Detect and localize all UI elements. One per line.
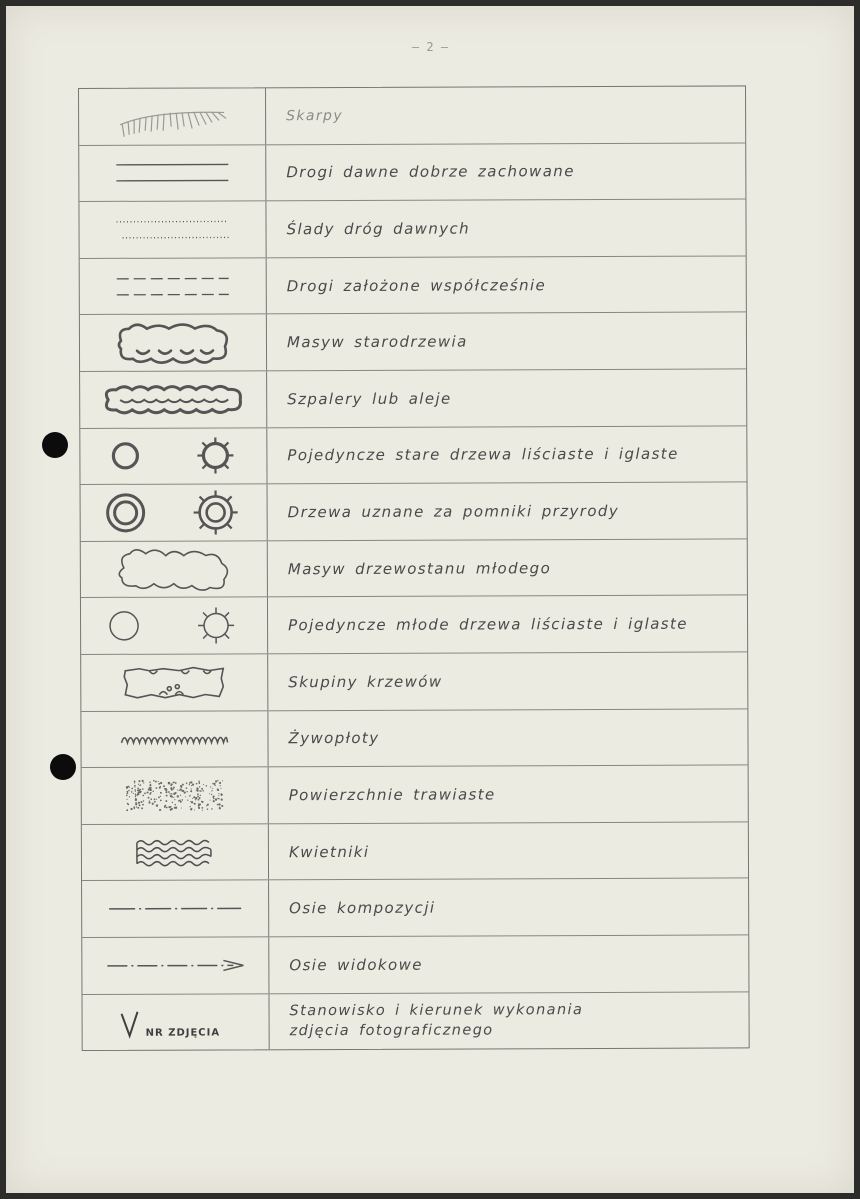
legend-label: Pojedyncze młode drzewa liściaste i iglaste: [288, 614, 688, 635]
legend-label: Ślady dróg dawnych: [286, 219, 471, 239]
legend-label: Masyw drzewostanu młodego: [287, 558, 552, 578]
legend-row: [82, 935, 748, 994]
legend-table: [78, 85, 750, 1051]
legend-label: Stanowisko i kierunek wykonania zdjęcia fotograficznego: [289, 1002, 584, 1040]
legend-label: Drzewa uznane za pomniki przyrody: [287, 501, 620, 522]
tree-row-icon: [98, 384, 248, 415]
shrub-group-icon: [119, 662, 229, 702]
double-solid-line-icon: [112, 161, 232, 185]
legend-row: [80, 313, 746, 372]
legend-label: Kwietniki: [288, 842, 370, 861]
hedge-wave-icon: [119, 731, 229, 747]
legend-row: [80, 256, 746, 315]
symbol-cell: [82, 767, 269, 823]
legend-label: Żywopłoty: [288, 729, 380, 748]
symbol-cell: [82, 824, 269, 880]
legend-row: [82, 879, 748, 938]
legend-label: Skupiny krzewów: [288, 672, 443, 691]
page-number: – 2 –: [411, 40, 449, 54]
symbol-cell: [81, 654, 268, 710]
symbol-cell: [80, 315, 267, 371]
legend-label: Osie widokowe: [289, 955, 423, 974]
legend-row: [80, 426, 746, 485]
legend-label: Powierzchnie trawiaste: [288, 785, 496, 805]
punch-hole-top: [42, 432, 68, 458]
slope-hatch-icon: [112, 96, 232, 136]
symbol-cell: [82, 881, 269, 937]
old-tree-mass-icon: [113, 321, 233, 365]
legend-label: Drogi założone współcześnie: [286, 275, 547, 295]
legend-row: [80, 369, 746, 428]
legend-label: Szpalery lub aleje: [287, 389, 452, 408]
legend-row: [79, 200, 745, 259]
punch-hole-bottom: [50, 754, 76, 780]
symbol-cell: [80, 428, 267, 484]
double-dotted-line-icon: [112, 217, 232, 241]
symbol-cell: [80, 371, 267, 427]
grass-stipple-icon: [125, 777, 225, 813]
flowerbed-icon: [133, 836, 217, 868]
legend-label: Pojedyncze stare drzewa liściaste i iglaste: [287, 445, 679, 465]
symbol-cell: [79, 201, 266, 257]
symbol-cell: [81, 484, 268, 540]
single-young-trees-icon: [104, 604, 244, 649]
legend-row: [81, 596, 747, 655]
symbol-cell: [80, 258, 267, 314]
legend-row: [79, 86, 745, 145]
photo-number-label: NR ZDJĘCIA: [145, 1027, 221, 1040]
symbol-cell: [81, 711, 268, 767]
composition-axis-icon: [107, 903, 243, 914]
legend-row: [81, 709, 747, 768]
legend-row: [82, 822, 748, 881]
legend-row: [82, 992, 748, 1050]
legend-label: Masyw starodrzewia: [286, 332, 468, 352]
legend-row: [81, 539, 747, 598]
single-old-trees-icon: [103, 434, 243, 479]
legend-row: [79, 143, 745, 202]
symbol-cell: [82, 994, 269, 1050]
legend-label: Skarpy: [286, 107, 344, 124]
legend-row: [81, 652, 747, 711]
legend-row: [81, 483, 747, 542]
legend-label: Osie kompozycji: [289, 898, 436, 918]
view-axis-arrow-icon: [105, 958, 245, 973]
symbol-cell: [82, 937, 269, 993]
symbol-cell: [81, 598, 268, 654]
young-tree-mass-icon: [114, 545, 234, 593]
legend-row: [82, 766, 748, 825]
legend-label: Drogi dawne dobrze zachowane: [286, 162, 575, 182]
symbol-cell: [79, 88, 266, 144]
double-dashed-line-icon: [113, 274, 233, 298]
photo-position-icon: [116, 1002, 236, 1042]
monument-trees-icon: [104, 488, 244, 537]
symbol-cell: [81, 541, 268, 597]
symbol-cell: [79, 145, 266, 201]
